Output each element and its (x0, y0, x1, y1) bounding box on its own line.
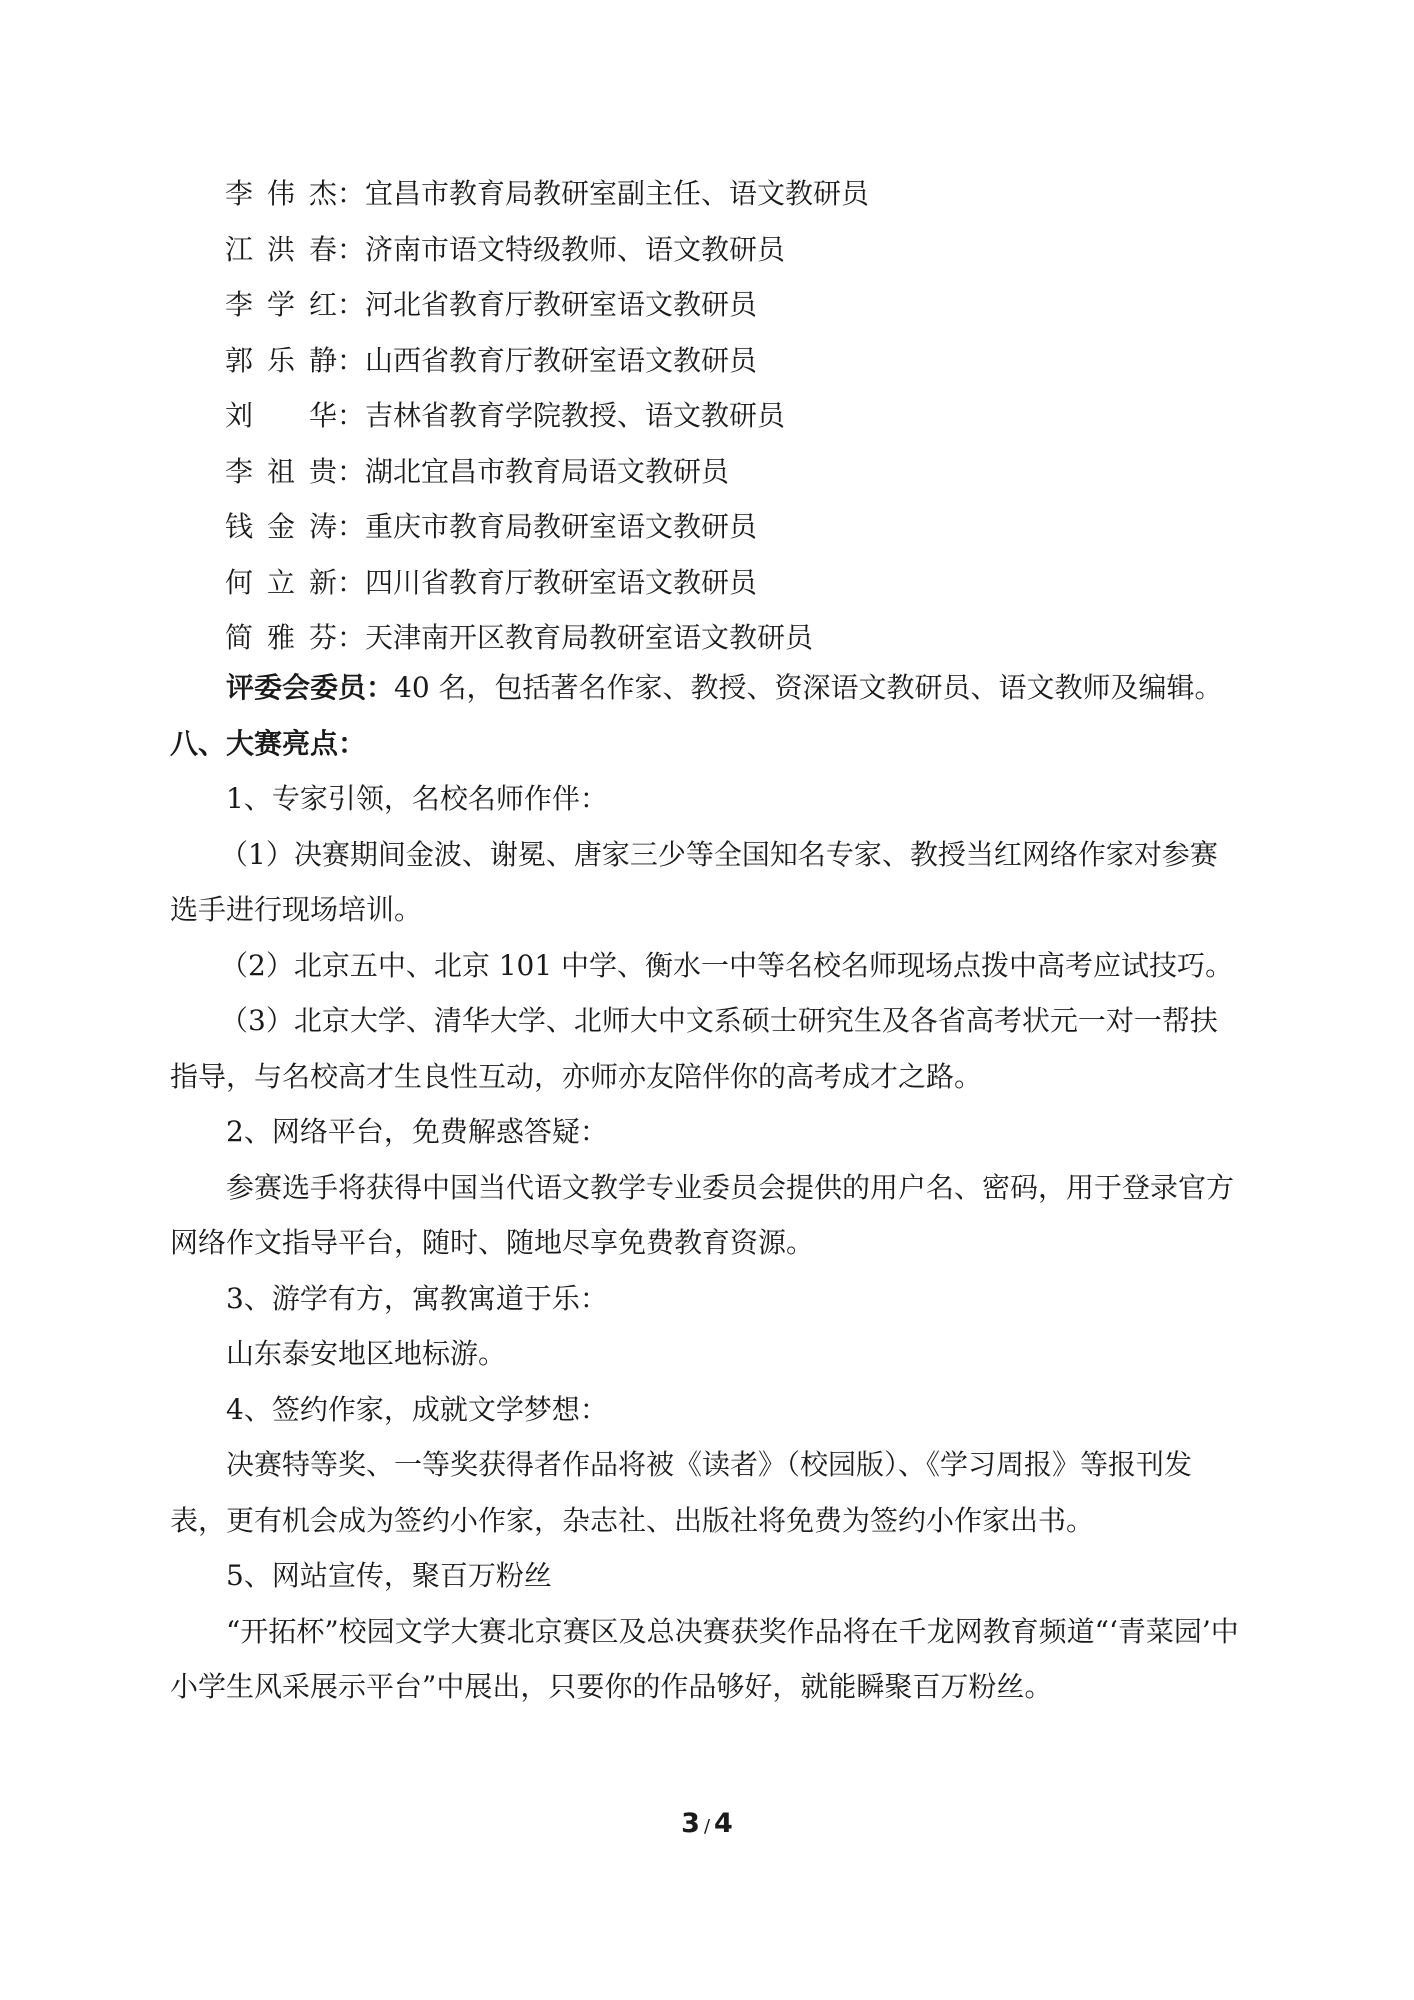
highlight-heading-2: 2、网络平台，免费解惑答疑： (226, 1115, 608, 1148)
committee-member: 简雅芬：天津南开区教育局教研室语文教研员 (225, 610, 869, 666)
member-role: 宜昌市教育局教研室副主任、语文教研员 (365, 177, 870, 210)
highlight-heading-5: 5、网站宣传，聚百万粉丝 (226, 1559, 552, 1592)
highlight-heading-4: 4、签约作家，成就文学梦想： (226, 1392, 608, 1426)
section-title: 八、大赛亮点： (170, 726, 367, 760)
committee-member: 李祖贵：湖北宜昌市教育局语文教研员 (225, 444, 869, 500)
member-name: 刘华 (225, 399, 337, 432)
member-role: 吉林省教育学院教授、语文教研员 (365, 399, 786, 432)
page-current: 3 (681, 1808, 700, 1839)
page-separator: / (703, 1816, 711, 1837)
committee-member: 江洪春：济南市语文特级教师、语文教研员 (225, 222, 869, 278)
member-name: 江洪春 (225, 232, 337, 266)
page-number (0, 1808, 1414, 1839)
committee-list (225, 166, 869, 666)
member-name: 郭乐静 (225, 343, 337, 377)
member-name: 何立新 (225, 565, 337, 599)
member-role: 湖北宜昌市教育局语文教研员 (365, 454, 730, 488)
highlight-paragraph: （1）决赛期间金波、谢冕、唐家三少等全国知名专家、教授当红网络作家对参赛选手进行现场培训。 (170, 837, 1218, 926)
highlight-paragraph: “开拓杯”校园文学大赛北京赛区及总决赛获奖作品将在千龙网教育频道“‘青菜园’中小学生风采展示平台”中展出，只要你的作品够好，就能瞬聚百万粉丝。 (170, 1614, 1239, 1703)
document-body (170, 660, 1245, 1715)
member-role: 河北省教育厅教研室语文教研员 (365, 288, 758, 321)
committee-member: 李伟杰：宜昌市教育局教研室副主任、语文教研员 (225, 166, 869, 222)
member-name: 钱金涛 (225, 510, 337, 543)
committee-member: 李学红：河北省教育厅教研室语文教研员 (225, 277, 869, 333)
member-name: 简雅芬 (225, 621, 337, 654)
highlight-paragraph: （3）北京大学、清华大学、北师大中文系硕士研究生及各省高考状元一对一帮扶指导，与名校高才生良性互动，亦师亦友陪伴你的高考成才之路。 (170, 1004, 1218, 1093)
committee-member: 刘华：吉林省教育学院教授、语文教研员 (225, 388, 869, 444)
member-role: 四川省教育厅教研室语文教研员 (365, 565, 758, 599)
highlight-paragraph: 山东泰安地区地标游。 (226, 1337, 507, 1370)
highlight-heading-3: 3、游学有方，寓教寓道于乐： (226, 1281, 608, 1315)
highlight-paragraph: 参赛选手将获得中国当代语文教学专业委员会提供的用户名、密码，用于登录官方网络作文指导平台，随时、随地尽享免费教育资源。 (170, 1170, 1235, 1259)
highlight-paragraph: （2）北京五中、北京 101 中学、衡水一中等名校名师现场点拨中高考应试技巧。 (220, 948, 1234, 982)
page-total: 4 (714, 1808, 733, 1839)
committee-member: 郭乐静：山西省教育厅教研室语文教研员 (225, 333, 869, 389)
member-name: 李伟杰 (225, 177, 337, 210)
highlight-paragraph: 决赛特等奖、一等奖获得者作品将被《读者》（校园版）、《学习周报》等报刊发表，更有机会成为签约小作家，杂志社、出版社将免费为签约小作家出书。 (170, 1448, 1193, 1537)
member-name: 李祖贵 (225, 454, 337, 488)
member-role: 重庆市教育局教研室语文教研员 (365, 510, 758, 543)
jury-paragraph (170, 660, 1245, 716)
committee-member: 何立新：四川省教育厅教研室语文教研员 (225, 555, 869, 611)
member-name: 李学红 (225, 288, 337, 321)
committee-member: 钱金涛：重庆市教育局教研室语文教研员 (225, 499, 869, 555)
jury-label: 评委会委员： (226, 671, 395, 704)
member-role: 济南市语文特级教师、语文教研员 (365, 232, 786, 266)
member-role: 天津南开区教育局教研室语文教研员 (365, 621, 814, 654)
highlight-heading-1: 1、专家引领，名校名师作伴： (226, 782, 608, 815)
member-role: 山西省教育厅教研室语文教研员 (365, 343, 758, 377)
jury-text: 40 名，包括著名作家、教授、资深语文教研员、语文教师及编辑。 (394, 671, 1223, 704)
